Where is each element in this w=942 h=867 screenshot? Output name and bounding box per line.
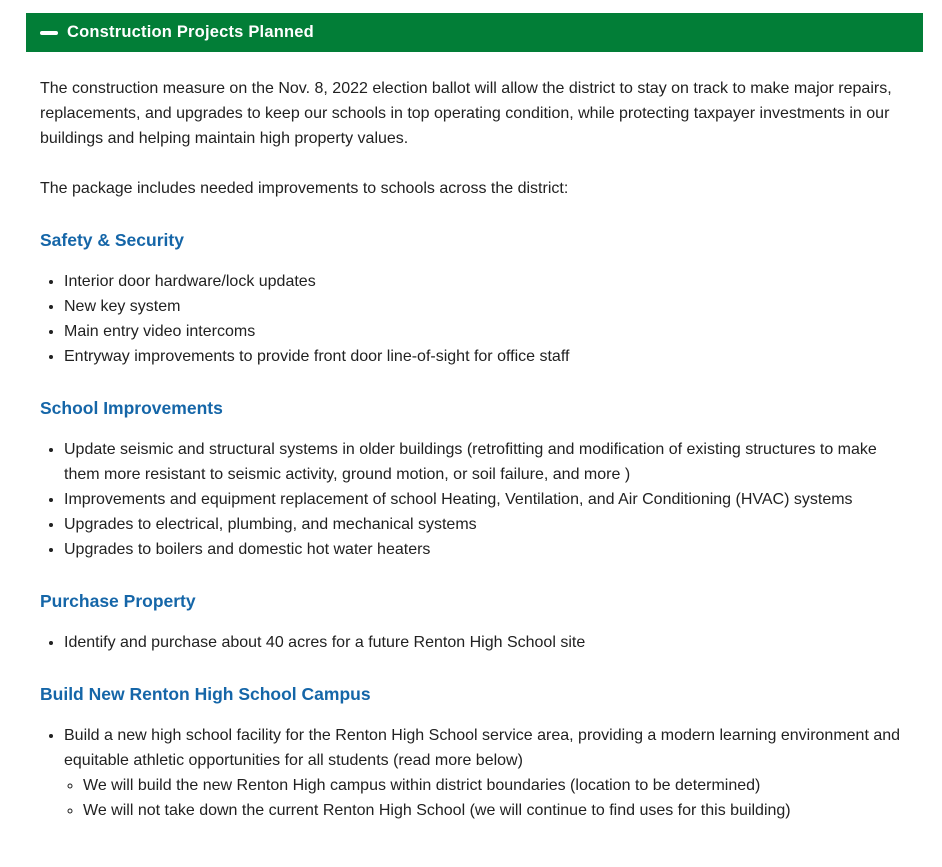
section-heading: Safety & Security bbox=[40, 230, 184, 250]
section-list bbox=[40, 723, 908, 823]
list-item: • New key system bbox=[64, 294, 908, 319]
list-item: • Upgrades to boilers and domestic hot water heaters bbox=[64, 537, 908, 562]
package-paragraph: The package includes needed improvements to schools across the district: bbox=[40, 180, 569, 197]
section-heading: School Improvements bbox=[40, 398, 223, 418]
list-item: • Entryway improvements to provide front door line-of-sight for office staff bbox=[64, 344, 908, 369]
list-item: • Improvements and equipment replacement of school Heating, Ventilation, and Air Conditioning (HVAC) systems bbox=[64, 487, 908, 512]
list-item: • Build a new high school facility for the Renton High School service area, providing a modern learning environment and equitable athletic opportunities for all students (read more below) ◦ We will build the new Renton High campus within district boundaries (location to be determined) ◦ We will not take down the current Renton High School (we will continue to find uses for this building) bbox=[64, 723, 908, 823]
accordion-body bbox=[26, 76, 923, 823]
section-list bbox=[40, 630, 908, 655]
accordion-title: Construction Projects Planned bbox=[67, 23, 314, 41]
sub-list bbox=[64, 773, 908, 823]
accordion-construction-projects bbox=[26, 13, 923, 823]
list-item: • Upgrades to electrical, plumbing, and mechanical systems bbox=[64, 512, 908, 537]
sub-list-item: ◦ We will build the new Renton High campus within district boundaries (location to be determined) bbox=[83, 773, 908, 798]
section-list bbox=[40, 437, 908, 562]
sections-container bbox=[40, 229, 908, 823]
sub-list-item: ◦ We will not take down the current Renton High School (we will continue to find uses for this building) bbox=[83, 798, 908, 823]
list-item: • Update seismic and structural systems in older buildings (retrofitting and modification of existing structures to make them more resistant to seismic activity, ground motion, or soil failure, and more ) bbox=[64, 437, 908, 487]
intro-paragraph: The construction measure on the Nov. 8, 2022 election ballot will allow the district to stay on track to make major repairs, replacements, and upgrades to keep our schools in top operating condition, while protecting taxpayer investments in our buildings and helping maintain high property values. bbox=[40, 80, 892, 147]
list-item: • Interior door hardware/lock updates bbox=[64, 269, 908, 294]
collapse-minus-icon[interactable] bbox=[40, 31, 58, 35]
list-item: • Identify and purchase about 40 acres for a future Renton High School site bbox=[64, 630, 908, 655]
accordion-header[interactable] bbox=[26, 13, 923, 52]
list-item: • Main entry video intercoms bbox=[64, 319, 908, 344]
section-heading: Purchase Property bbox=[40, 591, 196, 611]
section-list bbox=[40, 269, 908, 369]
section-heading: Build New Renton High School Campus bbox=[40, 684, 371, 704]
